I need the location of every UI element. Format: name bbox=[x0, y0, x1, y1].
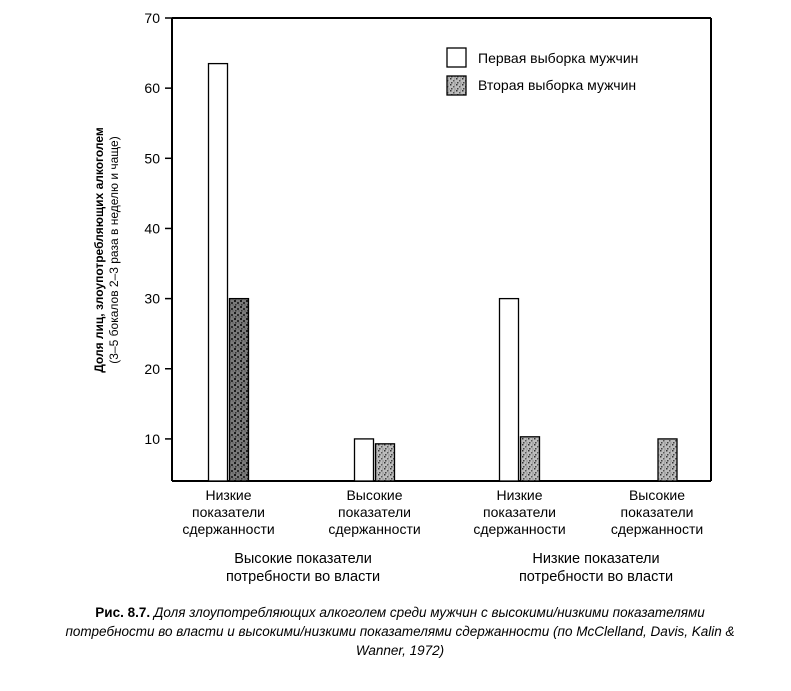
category-label: показатели bbox=[483, 504, 556, 520]
category-label: сдержанности bbox=[182, 521, 275, 537]
group-label: Высокие показатели bbox=[234, 551, 372, 567]
category-label: сдержанности bbox=[473, 521, 566, 537]
y-axis-title-line2: (3–5 бокалов 2–3 раза в неделю и чаще) bbox=[107, 136, 121, 364]
figure-number: Рис. 8.7. bbox=[95, 605, 151, 620]
y-tick-label: 20 bbox=[144, 360, 160, 377]
bar-first-sample bbox=[355, 439, 374, 481]
category-label: Высокие bbox=[346, 487, 403, 503]
bar-second-sample bbox=[521, 437, 540, 481]
y-tick-label: 10 bbox=[144, 430, 160, 447]
bar-second-sample bbox=[658, 439, 677, 481]
category-label: показатели bbox=[620, 504, 694, 520]
y-tick-label: 40 bbox=[144, 220, 160, 237]
legend-swatch-second bbox=[447, 76, 466, 95]
legend bbox=[447, 48, 638, 95]
bar-first-sample bbox=[209, 64, 228, 481]
category-label: показатели bbox=[338, 504, 411, 520]
y-tick-label: 50 bbox=[144, 150, 160, 167]
figure-caption-text: Доля злоупотребляющих алкоголем среди мужчин с высокими/низкими показателями потребности во власти и высокими/низкими показателями сдержанности (по McClelland, Davis, Kalin & Wanner, 1972) bbox=[65, 605, 735, 658]
category-label: Низкие bbox=[496, 487, 543, 503]
figure-caption bbox=[50, 603, 750, 660]
category-label: показатели bbox=[192, 504, 265, 520]
category-label: Высокие bbox=[628, 487, 686, 503]
legend-swatch-first bbox=[447, 48, 466, 67]
group-label: потребности во власти bbox=[518, 569, 674, 585]
category-label: сдержанности bbox=[328, 521, 421, 537]
y-axis-title-line1: Доля лиц, злоупотребляющих алкоголем bbox=[92, 127, 106, 373]
y-tick-label: 30 bbox=[144, 290, 160, 307]
bar-second-sample bbox=[230, 299, 249, 481]
group-label: Низкие показатели bbox=[532, 551, 660, 567]
y-tick-label: 70 bbox=[144, 10, 160, 26]
category-label: сдержанности bbox=[610, 521, 704, 537]
y-tick-label: 60 bbox=[144, 80, 160, 97]
category-label: Низкие bbox=[205, 487, 252, 503]
bar-first-sample bbox=[500, 299, 519, 481]
legend-label-second: Вторая выборка мужчин bbox=[478, 77, 637, 93]
bar-second-sample bbox=[376, 444, 395, 481]
group-label: потребности во власти bbox=[225, 569, 381, 585]
legend-label-first: Первая выборка мужчин bbox=[478, 50, 639, 66]
